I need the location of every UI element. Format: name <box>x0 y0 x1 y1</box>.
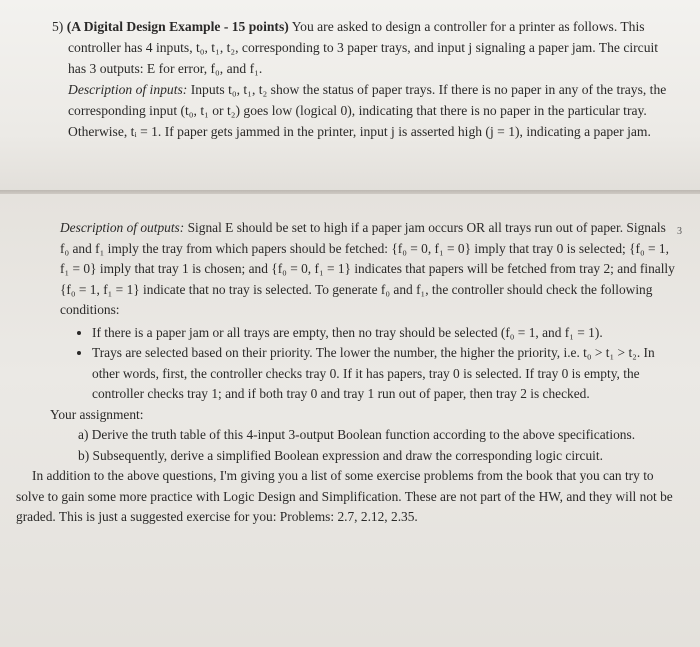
inputs-label: Description of inputs: <box>68 82 188 97</box>
outputs-label: Description of outputs: <box>60 220 185 235</box>
problem-statement <box>52 16 678 79</box>
page-top-sheet <box>0 0 700 192</box>
outputs-description <box>60 218 678 321</box>
assignment-title: Your assignment: <box>50 406 144 422</box>
closing-paragraph: In addition to the above questions, I'm giving you a list of some exercise problems from the book that you can try to solve to gain some more practice with Logic Design and Simplification. These are not part of the HW, and they will not be graded. This is just a suggested exercise for you: Problems: 2.7, 2.12, 2.35. <box>16 468 673 524</box>
page-mark: 3 <box>677 226 682 237</box>
outputs-text: Signal E should be set to high if a paper jam occurs OR all trays run out of paper. Signals f₀ and f₁ imply the tray from which papers should be fetched: {f₀ = 0, f₁ = 0} imply that tray 0 is selected; {f₀ = 1, f₁ = 0} imply that tray 1 is chosen; and {f₀ = 0, f₁ = 1} indicates that papers will be fetched from tray 2; and finally {f₀ = 1, f₁ = 1} indicate that no tray is selected. To generate f₀ and f₁, the controller should check the following conditions: <box>60 220 675 317</box>
inputs-text: Inputs t₀, t₁, t₂ show the status of paper trays. If there is no paper in any of the trays, the corresponding input (t₀, t₁ or t₂) goes low (logical 0), indicating that there is no paper in the particular tray. Otherwise, tᵢ = 1. If paper gets jammed in the printer, input j is asserted high (j = 1), indicating a paper jam. <box>68 82 667 139</box>
inputs-description <box>52 79 678 142</box>
conditions-list <box>60 323 678 405</box>
page-bottom-sheet <box>0 194 700 647</box>
condition-item: • If there is a paper jam or all trays are empty, then no tray should be selected (f₀ = 1, and f₁ = 1). <box>92 323 678 344</box>
condition-item: • Trays are selected based on their priority. The lower the number, the higher the priority, i.e. t₀ > t₁ > t₂. In other words, first, the controller checks tray 0. If it has papers, tray 0 is selected. If tray 0 is empty, the controller checks tray 1; and if both tray 0 and tray 1 run out of paper, then tray 2 is checked. <box>92 343 678 405</box>
assignment-item-b: b) Subsequently, derive a simplified Boolean expression and draw the corresponding logic circuit. <box>78 447 603 463</box>
assignment-list <box>60 425 678 466</box>
problem-heading: (A Digital Design Example - 15 points) <box>66 19 289 34</box>
problem-intro: You are asked to design a controller for a printer as follows. This controller has 4 inputs, t₀, t₁, t₂, corresponding to 3 paper trays, and input j signaling a paper jam. The circuit has 3 outputs: E for error, f₀, and f₁. <box>68 19 659 76</box>
assignment-item-a: a) Derive the truth table of this 4-input 3-output Boolean function according to the above specifications. <box>78 427 636 442</box>
problem-number: 5) <box>52 19 64 34</box>
